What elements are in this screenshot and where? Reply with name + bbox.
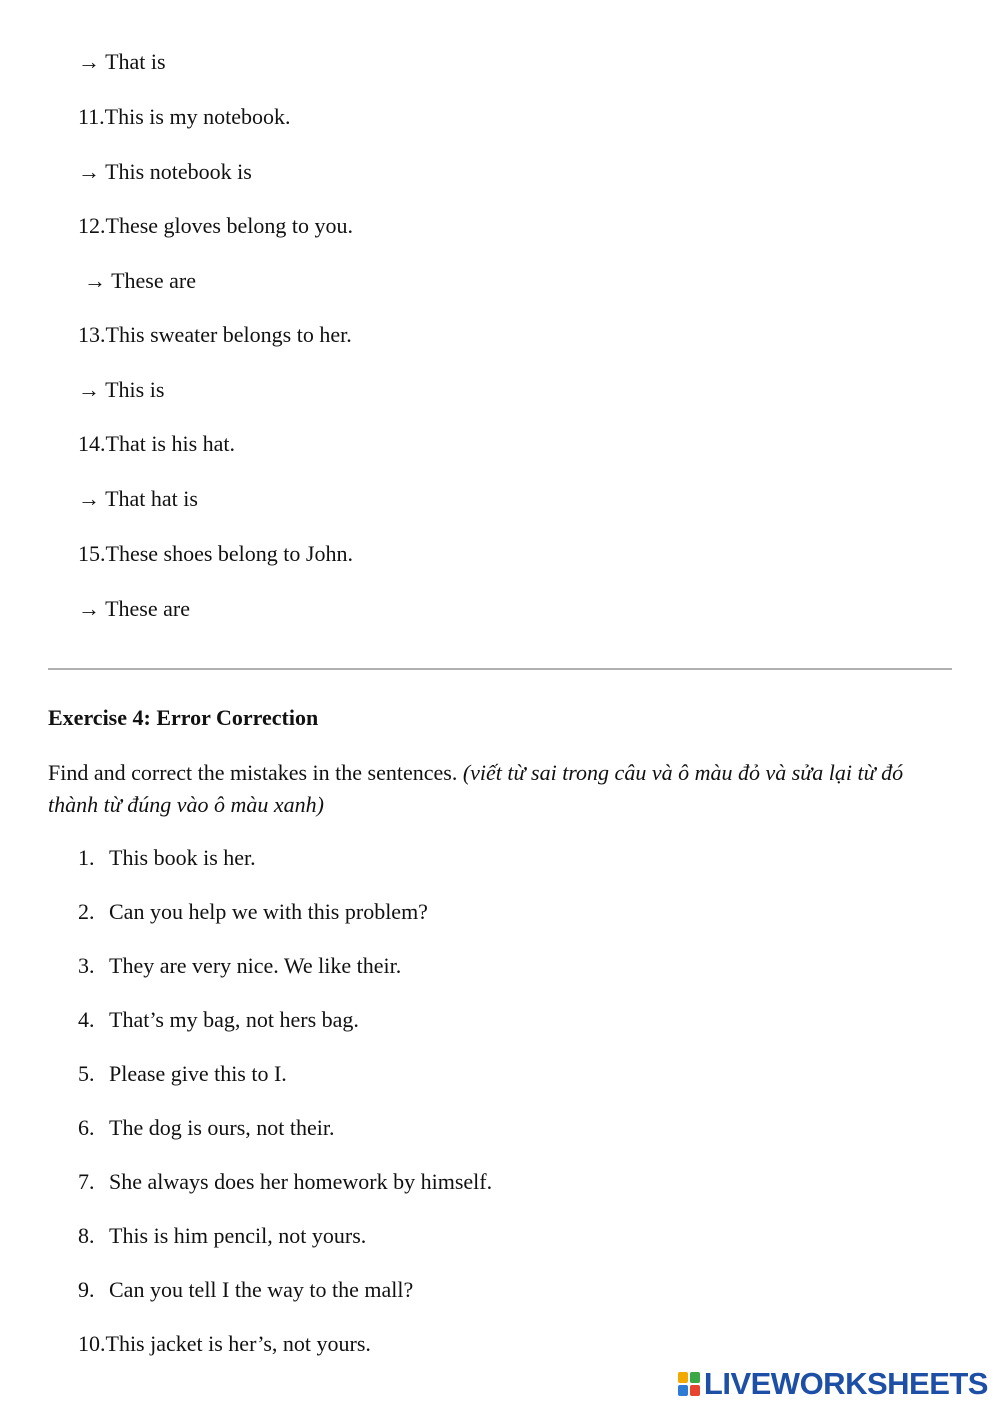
question-sentence: 15.These shoes belong to John. (78, 541, 353, 566)
answer-prompt: → That hat is (78, 486, 198, 511)
item-number: 1. (78, 845, 95, 870)
item-number: 9. (78, 1277, 95, 1302)
list-item (78, 1168, 492, 1196)
exercise-instruction (48, 757, 948, 821)
answer-prompt: → That is (78, 49, 166, 74)
item-number: 2. (78, 899, 95, 924)
answer-prompt: → This is (78, 377, 165, 402)
instruction-note: (viết từ sai trong câu và ô màu đỏ và sửa lại từ đó thành từ đúng vào ô màu xanh) (48, 760, 904, 817)
list-item (78, 1330, 371, 1358)
list-item (78, 1060, 287, 1088)
logo-text: LIVEWORKSHEETS (703, 1366, 988, 1401)
item-sentence: Can you help we with this problem? (109, 899, 428, 924)
item-sentence: This is him pencil, not yours. (109, 1223, 367, 1248)
item-sentence: This book is her. (109, 845, 256, 870)
question-sentence: 13.This sweater belongs to her. (78, 322, 352, 347)
list-item (78, 1222, 366, 1250)
item-number: 10. (78, 1331, 106, 1356)
liveworksheets-logo (678, 1364, 988, 1404)
list-item (78, 952, 401, 980)
liveworksheets-logo-icon (678, 1372, 700, 1396)
item-number: 8. (78, 1223, 95, 1248)
item-sentence: Please give this to I. (109, 1061, 287, 1086)
list-item (78, 844, 256, 872)
item-number: 5. (78, 1061, 95, 1086)
instruction-text: Find and correct the mistakes in the sentences. (48, 760, 458, 785)
question-sentence: 14.That is his hat. (78, 431, 236, 456)
answer-prompt: → This notebook is (78, 159, 252, 184)
exercise-title: Exercise 4: Error Correction (48, 705, 319, 730)
item-number: 4. (78, 1007, 95, 1032)
item-sentence: They are very nice. We like their. (109, 953, 402, 978)
question-sentence: 12.These gloves belong to you. (78, 213, 353, 238)
item-sentence: This jacket is her’s, not yours. (105, 1331, 371, 1356)
item-sentence: Can you tell I the way to the mall? (109, 1277, 414, 1302)
item-sentence: She always does her homework by himself. (109, 1169, 493, 1194)
list-item (78, 1114, 334, 1142)
list-item (78, 1006, 359, 1034)
list-item (78, 1276, 413, 1304)
item-sentence: The dog is ours, not their. (109, 1115, 335, 1140)
question-sentence: 11.This is my notebook. (78, 104, 291, 129)
item-number: 7. (78, 1169, 95, 1194)
list-item (78, 898, 428, 926)
item-number: 3. (78, 953, 95, 978)
section-divider (48, 668, 952, 670)
item-sentence: That’s my bag, not hers bag. (109, 1007, 359, 1032)
answer-prompt: → These are (84, 268, 196, 293)
answer-prompt: → These are (78, 596, 190, 621)
item-number: 6. (78, 1115, 95, 1140)
